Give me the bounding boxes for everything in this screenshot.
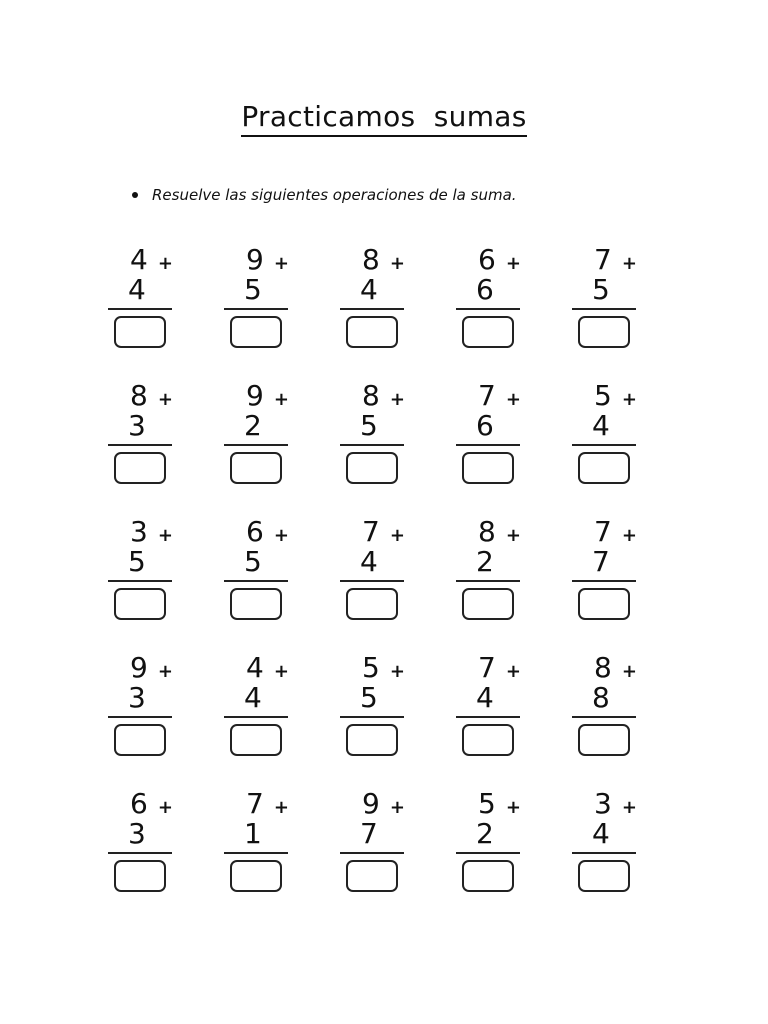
first-addend-row <box>478 652 521 684</box>
first-addend-row <box>362 380 405 412</box>
sum-line <box>224 580 288 582</box>
sum-line <box>572 580 636 582</box>
addition-problem <box>448 376 564 512</box>
first-addend-row <box>246 380 289 412</box>
sum-line <box>108 444 172 446</box>
first-addend-row <box>246 788 289 820</box>
sum-line <box>456 852 520 854</box>
addition-problem <box>100 648 216 784</box>
plus-sign: + <box>621 525 637 546</box>
first-addend: 7 <box>478 651 496 684</box>
sum-line <box>224 716 288 718</box>
first-addend-row <box>130 244 173 276</box>
sum-line <box>572 444 636 446</box>
addition-problem <box>448 240 564 376</box>
plus-sign: + <box>273 661 289 682</box>
instruction <box>132 186 517 204</box>
answer-box[interactable] <box>230 724 282 756</box>
answer-box[interactable] <box>346 724 398 756</box>
sum-line <box>108 716 172 718</box>
addition-problem <box>216 376 332 512</box>
addition-problem <box>564 240 680 376</box>
sum-line <box>340 444 404 446</box>
addition-problem <box>448 648 564 784</box>
first-addend: 7 <box>594 243 612 276</box>
sum-line <box>108 852 172 854</box>
second-addend: 6 <box>476 409 494 442</box>
answer-box[interactable] <box>462 724 514 756</box>
first-addend: 4 <box>130 243 148 276</box>
first-addend-row <box>478 244 521 276</box>
addition-problem <box>100 512 216 648</box>
first-addend: 7 <box>594 515 612 548</box>
answer-box[interactable] <box>462 588 514 620</box>
second-addend: 5 <box>128 545 146 578</box>
addition-problem <box>564 648 680 784</box>
first-addend-row <box>594 516 637 548</box>
first-addend: 5 <box>594 379 612 412</box>
second-addend: 3 <box>128 681 146 714</box>
addition-problem <box>564 512 680 648</box>
first-addend-row <box>362 244 405 276</box>
first-addend: 6 <box>130 787 148 820</box>
second-addend: 6 <box>476 273 494 306</box>
plus-sign: + <box>621 253 637 274</box>
plus-sign: + <box>273 797 289 818</box>
addition-problem <box>216 512 332 648</box>
answer-box[interactable] <box>346 452 398 484</box>
first-addend: 3 <box>130 515 148 548</box>
addition-problem <box>332 648 448 784</box>
plus-sign: + <box>389 389 405 410</box>
answer-box[interactable] <box>230 316 282 348</box>
sum-line <box>108 580 172 582</box>
first-addend-row <box>478 788 521 820</box>
plus-sign: + <box>621 797 637 818</box>
first-addend-row <box>478 516 521 548</box>
second-addend: 4 <box>476 681 494 714</box>
first-addend-row <box>130 516 173 548</box>
plus-sign: + <box>505 797 521 818</box>
first-addend-row <box>246 652 289 684</box>
plus-sign: + <box>273 253 289 274</box>
sum-line <box>572 716 636 718</box>
addition-problem <box>100 784 216 920</box>
addition-problem <box>332 240 448 376</box>
second-addend: 1 <box>244 817 262 850</box>
addition-problem <box>448 784 564 920</box>
addition-problem <box>216 784 332 920</box>
sum-line <box>224 444 288 446</box>
answer-box[interactable] <box>114 860 166 892</box>
first-addend-row <box>594 652 637 684</box>
first-addend: 7 <box>246 787 264 820</box>
first-addend-row <box>362 788 405 820</box>
first-addend: 9 <box>246 243 264 276</box>
answer-box[interactable] <box>346 316 398 348</box>
answer-box[interactable] <box>230 588 282 620</box>
first-addend: 6 <box>246 515 264 548</box>
answer-box[interactable] <box>578 588 630 620</box>
second-addend: 5 <box>360 409 378 442</box>
first-addend: 9 <box>362 787 380 820</box>
second-addend: 5 <box>244 273 262 306</box>
first-addend: 8 <box>594 651 612 684</box>
answer-box[interactable] <box>578 860 630 892</box>
sum-line <box>456 308 520 310</box>
addition-problem <box>100 376 216 512</box>
second-addend: 2 <box>476 817 494 850</box>
first-addend: 7 <box>478 379 496 412</box>
second-addend: 5 <box>360 681 378 714</box>
answer-box[interactable] <box>346 860 398 892</box>
first-addend: 6 <box>478 243 496 276</box>
first-addend: 9 <box>130 651 148 684</box>
second-addend: 7 <box>592 545 610 578</box>
answer-box[interactable] <box>114 452 166 484</box>
plus-sign: + <box>505 253 521 274</box>
addition-problem <box>216 648 332 784</box>
second-addend: 4 <box>592 409 610 442</box>
plus-sign: + <box>157 661 173 682</box>
second-addend: 4 <box>360 545 378 578</box>
sum-line <box>108 308 172 310</box>
bullet-icon <box>132 192 138 198</box>
addition-problem <box>332 784 448 920</box>
sum-line <box>572 308 636 310</box>
first-addend: 8 <box>130 379 148 412</box>
addition-problem <box>216 240 332 376</box>
second-addend: 3 <box>128 409 146 442</box>
answer-box[interactable] <box>230 860 282 892</box>
first-addend: 8 <box>362 243 380 276</box>
plus-sign: + <box>273 525 289 546</box>
sum-line <box>456 716 520 718</box>
sum-line <box>340 852 404 854</box>
first-addend-row <box>478 380 521 412</box>
second-addend: 5 <box>244 545 262 578</box>
second-addend: 5 <box>592 273 610 306</box>
answer-box[interactable] <box>230 452 282 484</box>
answer-box[interactable] <box>462 452 514 484</box>
sum-line <box>572 852 636 854</box>
first-addend: 3 <box>594 787 612 820</box>
instruction-text: Resuelve las siguientes operaciones de la suma. <box>152 186 517 204</box>
answer-box[interactable] <box>114 316 166 348</box>
addition-problem <box>564 376 680 512</box>
first-addend: 4 <box>246 651 264 684</box>
answer-box[interactable] <box>462 860 514 892</box>
plus-sign: + <box>273 389 289 410</box>
plus-sign: + <box>505 525 521 546</box>
second-addend: 8 <box>592 681 610 714</box>
second-addend: 3 <box>128 817 146 850</box>
plus-sign: + <box>389 525 405 546</box>
plus-sign: + <box>157 797 173 818</box>
first-addend-row <box>130 788 173 820</box>
plus-sign: + <box>389 661 405 682</box>
second-addend: 4 <box>128 273 146 306</box>
second-addend: 2 <box>244 409 262 442</box>
second-addend: 4 <box>360 273 378 306</box>
answer-box[interactable] <box>578 452 630 484</box>
page-title <box>0 100 768 133</box>
second-addend: 7 <box>360 817 378 850</box>
addition-problem <box>564 784 680 920</box>
plus-sign: + <box>157 525 173 546</box>
plus-sign: + <box>157 253 173 274</box>
plus-sign: + <box>389 253 405 274</box>
addition-problem <box>448 512 564 648</box>
answer-box[interactable] <box>462 316 514 348</box>
first-addend: 8 <box>362 379 380 412</box>
first-addend: 5 <box>362 651 380 684</box>
answer-box[interactable] <box>114 588 166 620</box>
plus-sign: + <box>621 389 637 410</box>
plus-sign: + <box>505 661 521 682</box>
answer-box[interactable] <box>114 724 166 756</box>
first-addend-row <box>362 652 405 684</box>
sum-line <box>224 852 288 854</box>
plus-sign: + <box>157 389 173 410</box>
first-addend: 9 <box>246 379 264 412</box>
sum-line <box>340 716 404 718</box>
answer-box[interactable] <box>578 316 630 348</box>
addition-problems-grid <box>100 240 680 920</box>
second-addend: 2 <box>476 545 494 578</box>
plus-sign: + <box>389 797 405 818</box>
second-addend: 4 <box>244 681 262 714</box>
answer-box[interactable] <box>578 724 630 756</box>
plus-sign: + <box>621 661 637 682</box>
first-addend: 7 <box>362 515 380 548</box>
answer-box[interactable] <box>346 588 398 620</box>
first-addend: 8 <box>478 515 496 548</box>
addition-problem <box>100 240 216 376</box>
sum-line <box>340 308 404 310</box>
first-addend-row <box>246 516 289 548</box>
first-addend-row <box>594 244 637 276</box>
first-addend-row <box>130 380 173 412</box>
addition-problem <box>332 512 448 648</box>
first-addend-row <box>130 652 173 684</box>
addition-problem <box>332 376 448 512</box>
sum-line <box>340 580 404 582</box>
second-addend: 4 <box>592 817 610 850</box>
sum-line <box>224 308 288 310</box>
first-addend-row <box>594 788 637 820</box>
first-addend-row <box>594 380 637 412</box>
first-addend-row <box>246 244 289 276</box>
first-addend-row <box>362 516 405 548</box>
page-title-text: Practicamos sumas <box>241 100 526 137</box>
sum-line <box>456 580 520 582</box>
plus-sign: + <box>505 389 521 410</box>
sum-line <box>456 444 520 446</box>
first-addend: 5 <box>478 787 496 820</box>
